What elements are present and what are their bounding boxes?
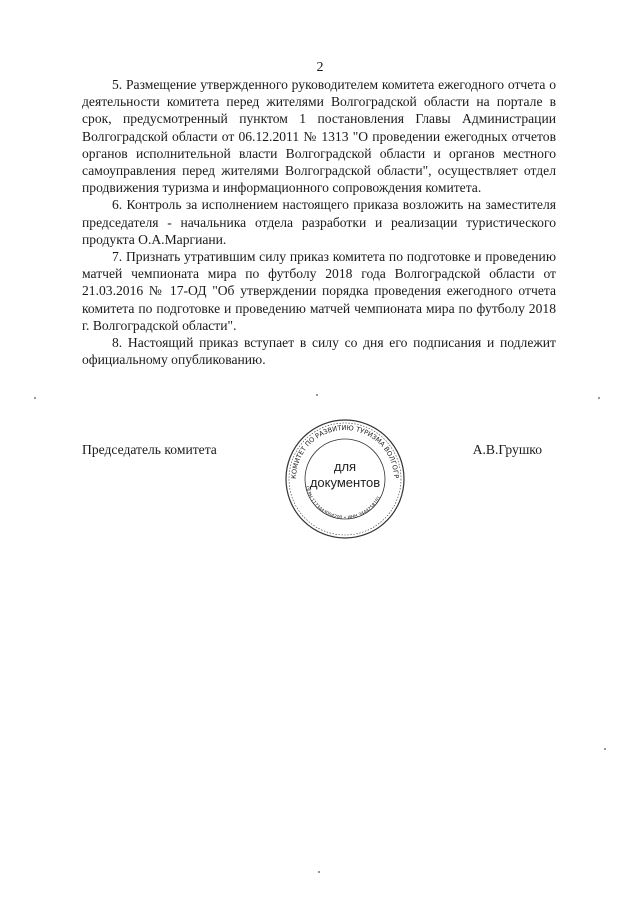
- scan-speck: [34, 397, 36, 399]
- page-number: 2: [316, 60, 324, 75]
- paragraph-6: 6. Контроль за исполнением настоящего приказа возложить на заместителя председателя - начальника отдела разработки и реализации туристического продукта О.А.Маргиани.: [82, 197, 556, 247]
- seal-center-line-1: для: [333, 459, 357, 474]
- document-body: [82, 76, 556, 368]
- signer-title: Председатель комитета: [82, 442, 217, 457]
- official-seal: [284, 418, 406, 540]
- seal-ring-numbers: ОГРН 1173443004200 • ИНН 3444258181: [303, 485, 383, 522]
- scan-speck: [604, 748, 606, 750]
- scan-speck: [318, 871, 320, 873]
- seal-center-line-2: документов: [309, 475, 381, 490]
- scan-speck: [316, 394, 318, 396]
- paragraph-5: 5. Размещение утвержденного руководителем комитета ежегодного отчета о деятельности комитета перед жителями Волгоградской области на портале в срок, предусмотренный пунктом 1 постановления Главы Администрации Волгоградской области от 06.12.2011 № 1313 "О проведении ежегодных отчетов органов исполнительной власти Волгоградской области и органов местного самоуправления перед жителями Волгоградской области", осуществляет отдел продвижения туризма и информационного сопровождения комитета.: [82, 77, 556, 196]
- paragraph-8: 8. Настоящий приказ вступает в силу со дня его подписания и подлежит официальному опубликованию.: [82, 335, 556, 368]
- signer-name: А.В.Грушко: [472, 442, 542, 457]
- scan-speck: [598, 397, 600, 399]
- paragraph-7: 7. Признать утратившим силу приказ комитета по подготовке и проведению матчей чемпионата мира по футболу 2018 года Волгоградской области от 21.03.2016 № 17-ОД "Об утверждении порядка проведения ежегодного отчета комитета по подготовке и проведению матчей чемпионата мира по футболу 2018 г. Волгоградской области".: [82, 249, 556, 333]
- seal-ring-text: КОМИТЕТ ПО РАЗВИТИЮ ТУРИЗМА ВОЛГОГР: [289, 423, 401, 480]
- seal-center-text: [284, 459, 406, 491]
